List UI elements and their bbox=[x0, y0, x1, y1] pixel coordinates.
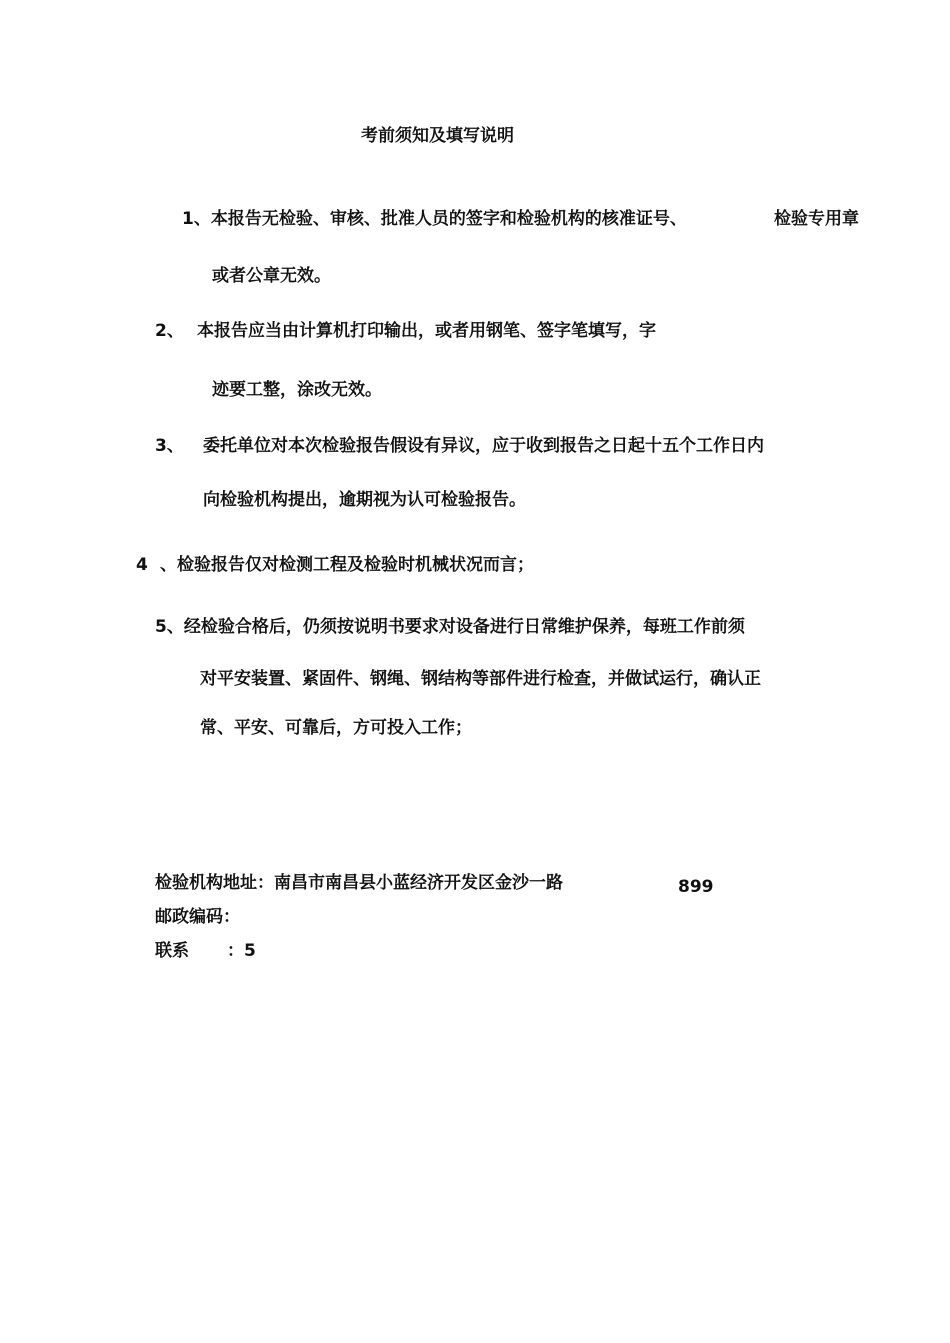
item-3-line-2: 向检验机构提出，逾期视为认可检验报告。 bbox=[203, 490, 526, 510]
item-2-line-1: 本报告应当由计算机打印输出，或者用钢笔、签字笔填写，字 bbox=[197, 321, 656, 341]
item-3-line-1: 委托单位对本次检验报告假设有异议，应于收到报告之日起十五个工作日内 bbox=[203, 436, 764, 456]
item-1-line-2: 或者公章无效。 bbox=[212, 266, 331, 286]
item-1-line-1b: 检验专用章 bbox=[774, 209, 859, 229]
contact-value: ：5 bbox=[227, 941, 256, 961]
item-4-line-1: 、检验报告仅对检测工程及检验时机械状况而言； bbox=[160, 555, 534, 575]
item-5-line-2: 对平安装置、紧固件、钢绳、钢结构等部件进行检查，并做试运行，确认正 bbox=[200, 669, 761, 689]
item-2-number: 2、 bbox=[155, 321, 184, 341]
item-3-number: 3、 bbox=[155, 436, 184, 456]
address-number: 899 bbox=[678, 877, 714, 897]
postal-code-label: 邮政编码： bbox=[155, 907, 240, 927]
address-label: 检验机构地址：南昌市南昌县小蓝经济开发区金沙一路 bbox=[155, 873, 563, 893]
item-5-line-3: 常、平安、可靠后，方可投入工作； bbox=[200, 718, 472, 738]
item-1-line-1a: 1、本报告无检验、审核、批准人员的签字和检验机构的核准证号、 bbox=[182, 209, 687, 229]
document-title: 考前须知及填写说明 bbox=[361, 126, 514, 146]
contact-label: 联系 bbox=[155, 941, 189, 961]
item-4-number: 4 bbox=[136, 555, 148, 575]
item-5-line-1: 5、经检验合格后，仍须按说明书要求对设备进行日常维护保养，每班工作前须 bbox=[155, 617, 745, 637]
item-2-line-2: 迹要工整，涂改无效。 bbox=[212, 380, 382, 400]
